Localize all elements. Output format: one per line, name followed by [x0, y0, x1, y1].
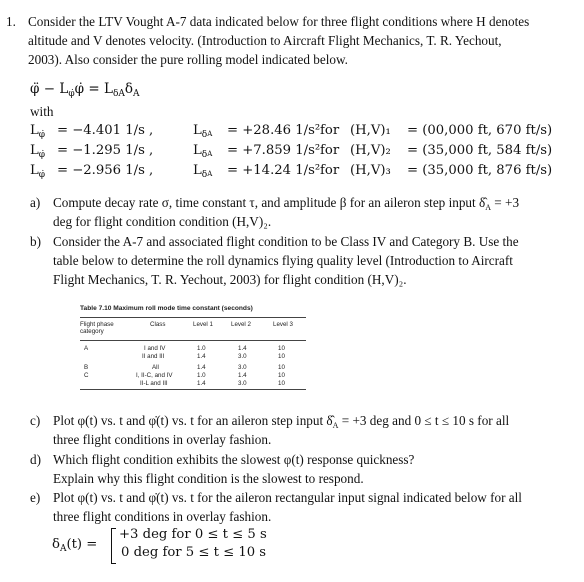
- input-case-2: 0 deg for 5 ≤ t ≤ 10 s: [121, 545, 267, 560]
- intro-line-3: 2003). Also consider the pure rolling model indicated below.: [28, 52, 348, 67]
- hv-value: = (00,000 ft, 670 ft/s): [407, 123, 553, 138]
- for-word: for: [320, 123, 340, 138]
- hv-label: (H,V)₁: [350, 123, 391, 138]
- part-a-line-2: deg for flight condition condition (H,V)₂.: [53, 214, 272, 229]
- part-b-line-1: Consider the A-7 and associated flight condition to be Class IV and Category B. Use the: [53, 234, 519, 249]
- table-header-class: Class: [150, 321, 166, 328]
- ld-value: = +28.46 1/s²: [227, 123, 321, 138]
- part-b-line-2: table below to determine the roll dynamics flying quality level (Introduction to Aircraft: [53, 253, 513, 268]
- lp-value: = −4.401 1/s ,: [57, 123, 154, 138]
- part-d-line-1: Which flight condition exhibits the slowest φ(t) response quickness?: [53, 452, 415, 467]
- table-row: II and III 1.4 3.0 10: [142, 353, 285, 360]
- table-row: B All 1.4 3.0 10: [84, 364, 285, 371]
- condition-row: $L_{\varphi̇}$: [30, 123, 46, 140]
- table-title: Table 7.10 Maximum roll mode time constant (seconds): [80, 305, 253, 312]
- table-header-level-3: Level 3: [273, 321, 293, 328]
- lp-value: = −2.956 1/s ,: [57, 163, 154, 178]
- table-row: A I and IV 1.0 1.4 10: [84, 345, 285, 352]
- part-c-line-2: three flight conditions in overlay fashion.: [53, 432, 272, 447]
- part-c-line-1: Plot φ(t) vs. t and φ̇(t) vs. t for an aileron step input $\deltâ_A = +3$ deg and 0 ≤ t ≤ 10 s for all: [53, 413, 510, 430]
- hv-label: (H,V)₃: [350, 163, 391, 178]
- intro-line-2: altitude and V denotes velocity. (Introduction to Aircraft Flight Mechanics, T. R. Yechout,: [28, 33, 502, 48]
- table-row: C I, II-C, and IV 1.0 1.4 10: [84, 372, 285, 379]
- part-e-label: e): [30, 490, 41, 505]
- part-e-line-2: three flight conditions in overlay fashion.: [53, 509, 272, 524]
- ld-symbol: $L_\delta A$: [193, 123, 213, 140]
- hv-value: = (35,000 ft, 876 ft/s): [407, 163, 553, 178]
- table-header-category: Flight phase category: [80, 321, 114, 335]
- input-signal-lhs: $\delta_A(t)$ =: [52, 537, 98, 554]
- condition-row: $L_{\varphi̇}$: [30, 143, 46, 160]
- ld-value: = +14.24 1/s²: [227, 163, 321, 178]
- ld-value: = +7.859 1/s²: [227, 143, 321, 158]
- lp-value: = −1.295 1/s ,: [57, 143, 154, 158]
- with-label: with: [30, 104, 54, 119]
- part-e-line-1: Plot φ(t) vs. t and φ̇(t) vs. t for the aileron rectangular input signal indicated below for all: [53, 490, 522, 505]
- part-c-label: c): [30, 413, 41, 428]
- roll-mode-table: [80, 305, 306, 390]
- ld-symbol: $L_\delta A$: [193, 163, 213, 180]
- rolling-model-equation: φ̈ − $L_{\varphi̇}\varphi̇ = L_{\delta A}\delta_A$: [30, 81, 140, 99]
- ld-symbol: $L_\delta A$: [193, 143, 213, 160]
- table-header-level-2: Level 2: [231, 321, 251, 328]
- for-word: for: [320, 143, 340, 158]
- condition-row: $L_{\varphi̇}$: [30, 163, 46, 180]
- intro-line-1: Consider the LTV Vought A-7 data indicated below for three flight conditions where H denotes: [28, 14, 530, 29]
- input-case-1: +3 deg for 0 ≤ t ≤ 5 s: [119, 527, 267, 542]
- table-header-level-1: Level 1: [193, 321, 213, 328]
- part-b-line-3: Flight Mechanics, T. R. Yechout, 2003) for flight condition (H,V)₂.: [53, 272, 407, 287]
- hv-label: (H,V)₂: [350, 143, 391, 158]
- hv-value: = (35,000 ft, 584 ft/s): [407, 143, 553, 158]
- part-a-label: a): [30, 195, 41, 210]
- table-header-row: [80, 318, 306, 340]
- piecewise-bracket: [111, 528, 116, 564]
- for-word: for: [320, 163, 340, 178]
- part-a-line-1: Compute decay rate σ, time constant τ, and amplitude β for an aileron step input $\deltâ_A = +3$: [53, 195, 520, 212]
- part-b-label: b): [30, 234, 41, 249]
- table-row: II-L and III 1.4 3.0 10: [140, 380, 285, 387]
- problem-number: 1.: [6, 14, 16, 29]
- part-d-label: d): [30, 452, 41, 467]
- part-d-line-2: Explain why this flight condition is the slowest to respond.: [53, 471, 364, 486]
